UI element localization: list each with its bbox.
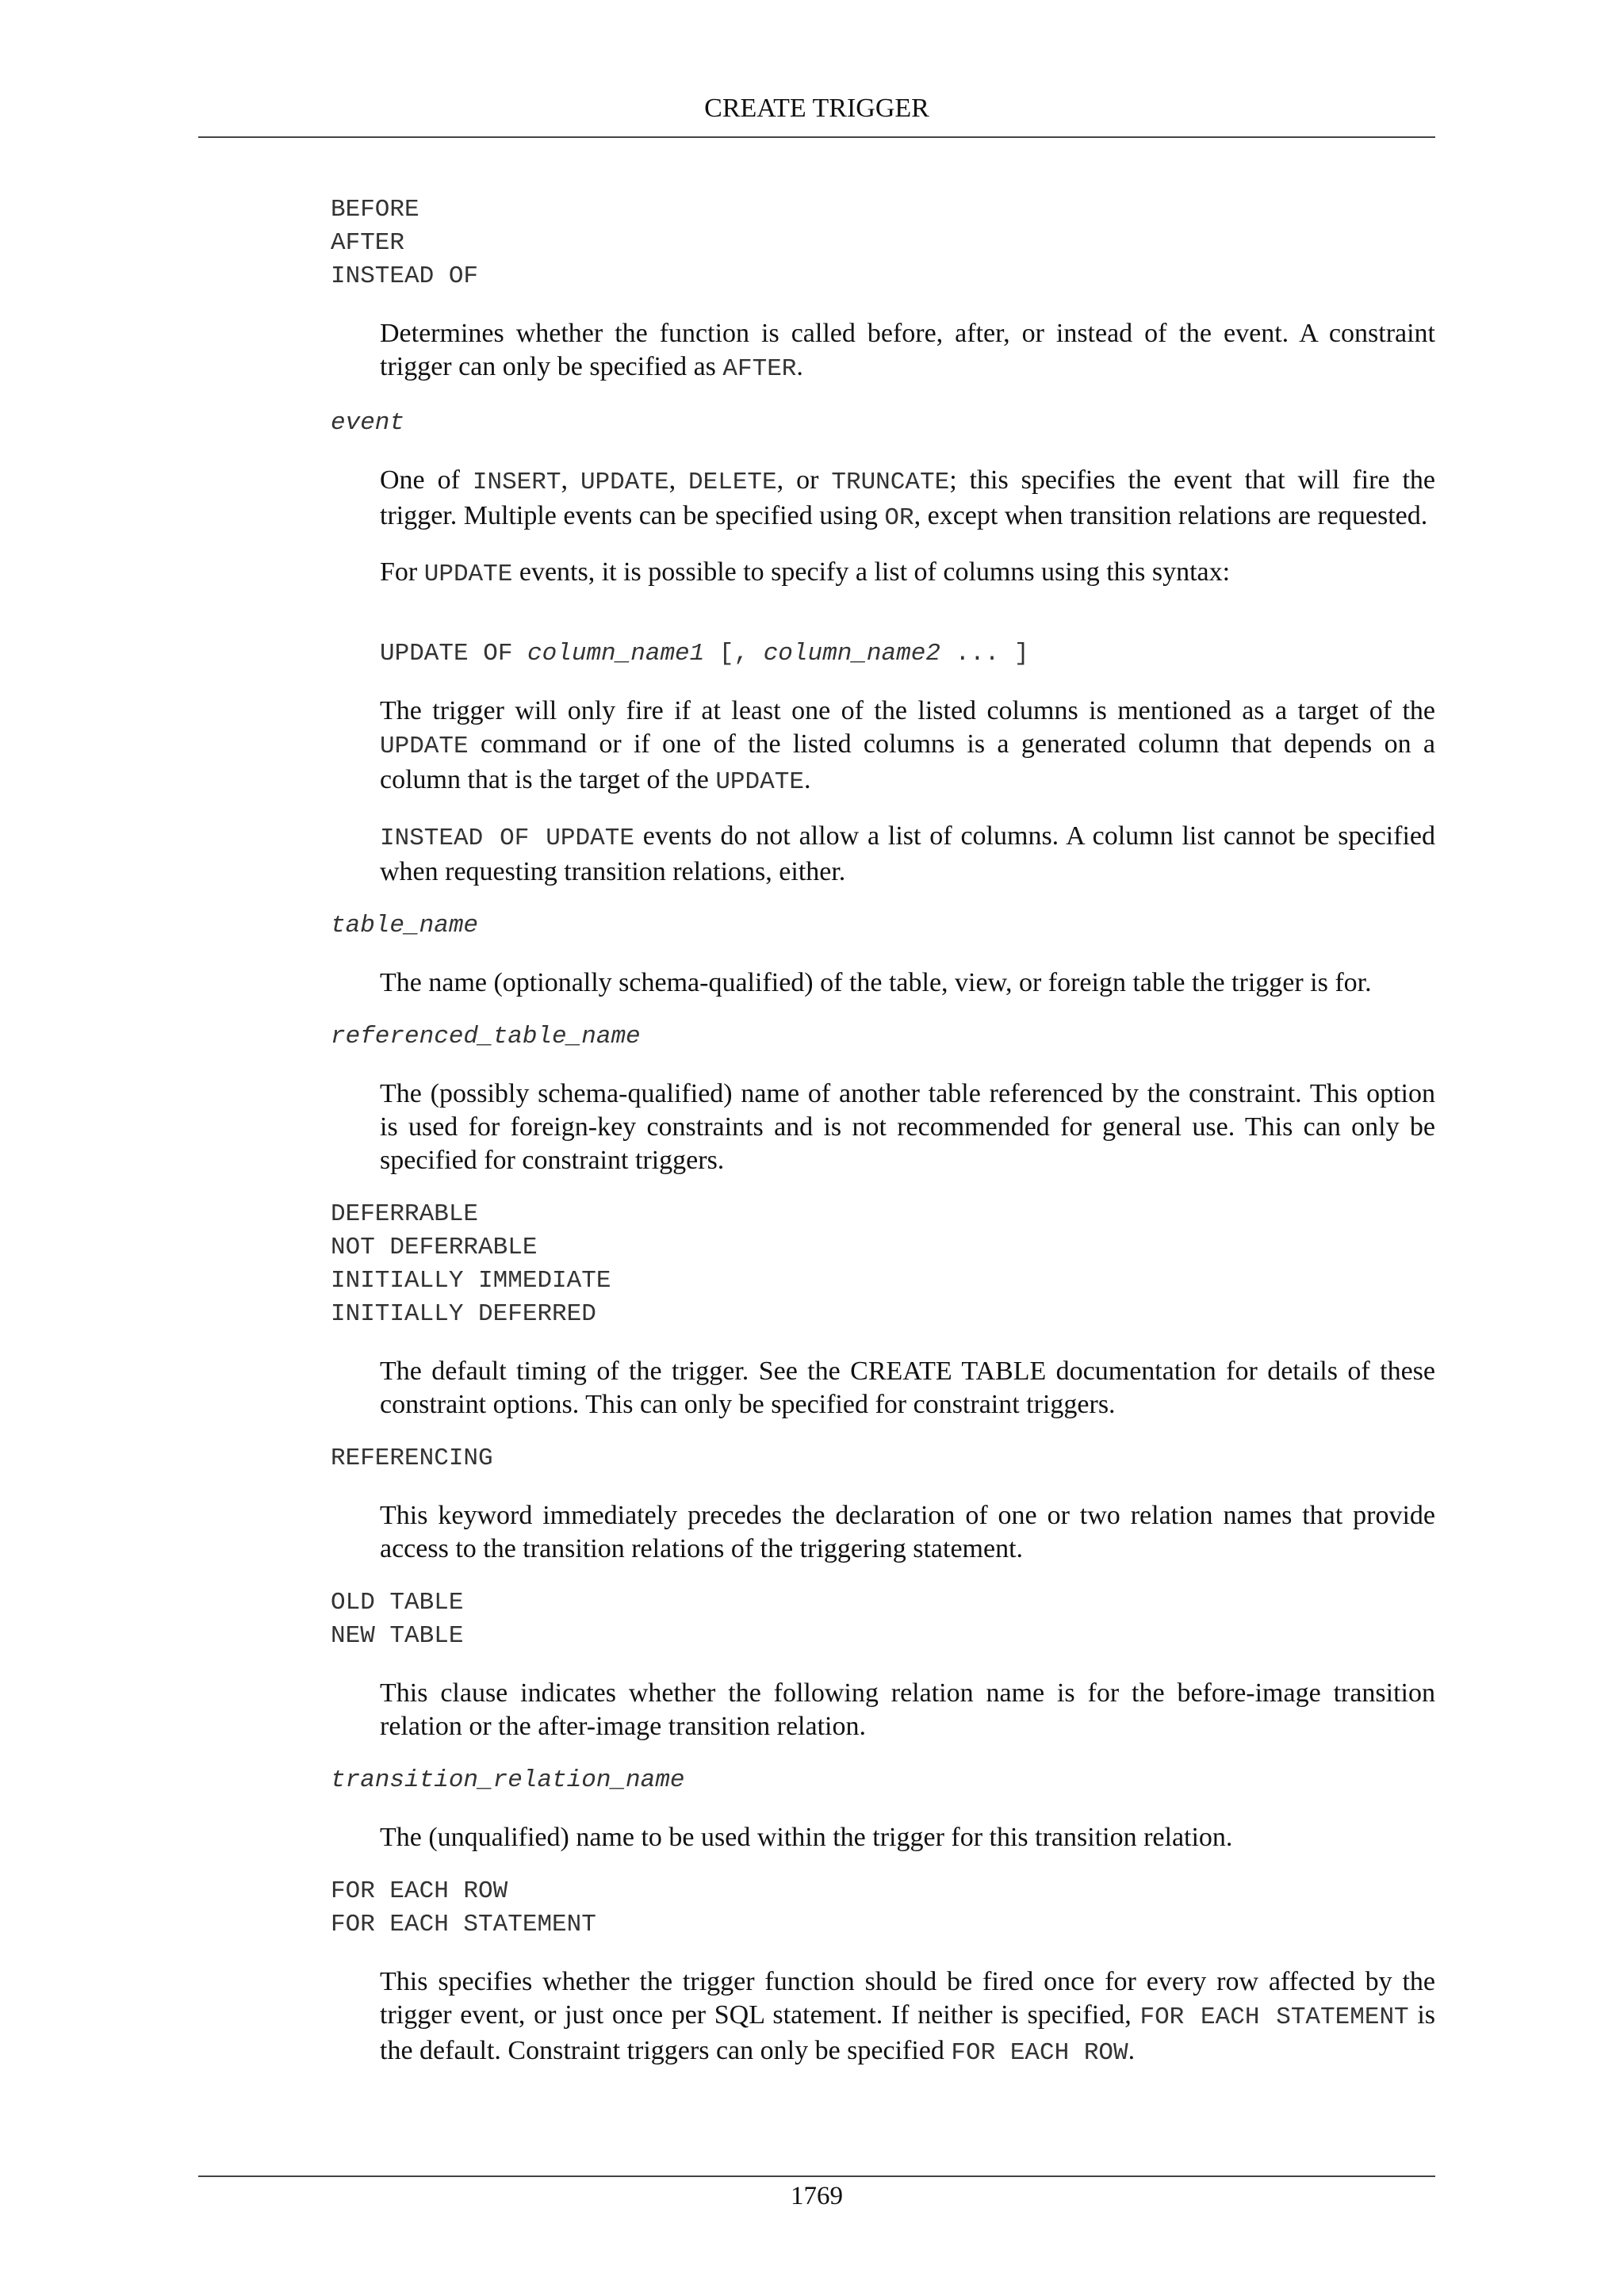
term-deferrable: DEFERRABLE bbox=[331, 1200, 479, 1228]
inline-code: UPDATE bbox=[380, 733, 469, 760]
text: , bbox=[668, 465, 689, 495]
definition-for-each bbox=[380, 1965, 1435, 2070]
text: . bbox=[796, 352, 803, 381]
inline-code: INSERT bbox=[472, 469, 561, 496]
inline-code: INSTEAD OF UPDATE bbox=[380, 825, 634, 852]
paragraph bbox=[380, 695, 1435, 799]
text: One of bbox=[380, 465, 473, 495]
definition-referencing bbox=[380, 1499, 1435, 1566]
code-text: UPDATE OF bbox=[380, 640, 528, 668]
term-initially-deferred: INITIALLY DEFERRED bbox=[331, 1300, 596, 1328]
paragraph bbox=[380, 464, 1435, 535]
header-rule bbox=[198, 136, 1435, 138]
page-number: 1769 bbox=[791, 2182, 843, 2210]
paragraph: The (possibly schema-qualified) name of another table referenced by the constraint. This option is used for foreign-key constraints and is not recommended for general use. This can only be specified for constraint triggers. bbox=[380, 1079, 1435, 1175]
inline-code: UPDATE bbox=[580, 469, 669, 496]
entry-deferrable bbox=[331, 1198, 1435, 1422]
paragraph bbox=[380, 820, 1435, 889]
term-for-each-statement: FOR EACH STATEMENT bbox=[331, 1911, 596, 1938]
page-header-title: CREATE TRIGGER bbox=[704, 94, 929, 123]
entry-referencing bbox=[331, 1442, 1435, 1566]
term-table-name: table_name bbox=[331, 912, 479, 939]
term-after: AFTER bbox=[331, 229, 405, 257]
term-initially-immediate: INITIALLY IMMEDIATE bbox=[331, 1267, 611, 1295]
term-instead-of: INSTEAD OF bbox=[331, 262, 479, 290]
code-placeholder: column_name1 bbox=[527, 640, 705, 668]
entry-table-name bbox=[331, 909, 1435, 1000]
code-placeholder: column_name2 bbox=[763, 640, 940, 668]
inline-code: AFTER bbox=[722, 355, 797, 383]
paragraph: The default timing of the trigger. See the CREATE TABLE documentation for details of these constraint options. This can only be specified for constraint triggers. bbox=[380, 1357, 1435, 1419]
paragraph: The name (optionally schema-qualified) of the table, view, or foreign table the trigger is for. bbox=[380, 968, 1372, 997]
text: is the default. Constraint triggers can only be specified bbox=[380, 2000, 1435, 2065]
text: Determines whether the function is called before, after, or instead of the event. A constraint trigger can only be specified as bbox=[380, 319, 1435, 381]
definition-timing bbox=[380, 317, 1435, 386]
paragraph: The (unqualified) name to be used within the trigger for this transition relation. bbox=[380, 1823, 1233, 1852]
text: . bbox=[1128, 2036, 1136, 2065]
term-for-each-row: FOR EACH ROW bbox=[331, 1877, 508, 1905]
text: . bbox=[803, 765, 811, 794]
inline-code: DELETE bbox=[688, 469, 777, 496]
text: command or if one of the listed columns is a generated column that depends on a column that is the target of the bbox=[380, 729, 1435, 794]
inline-code: TRUNCATE bbox=[831, 469, 950, 496]
paragraph: This keyword immediately precedes the declaration of one or two relation names that provide access to the transition relations of the triggering statement. bbox=[380, 1501, 1435, 1563]
code-text: ... ] bbox=[940, 640, 1029, 668]
text: This specifies whether the trigger function should be fired once for every row affected by the trigger event, or just once per SQL statement. If neither is specified, bbox=[380, 1967, 1435, 2030]
paragraph bbox=[380, 556, 1435, 591]
syntax-example bbox=[380, 637, 1435, 671]
entry-timing bbox=[331, 193, 1435, 386]
entry-old-new-table bbox=[331, 1586, 1435, 1743]
definition-referenced-table-name bbox=[380, 1077, 1435, 1177]
term-referenced-table-name: referenced_table_name bbox=[331, 1023, 641, 1050]
paragraph bbox=[380, 1965, 1435, 2070]
text: , bbox=[561, 465, 580, 495]
inline-code: UPDATE bbox=[715, 768, 804, 796]
term-event: event bbox=[331, 409, 405, 437]
inline-code: FOR EACH ROW bbox=[951, 2039, 1128, 2067]
paragraph bbox=[380, 317, 1435, 386]
term-transition-relation-name: transition_relation_name bbox=[331, 1766, 685, 1794]
inline-code: OR bbox=[884, 504, 914, 532]
page-content bbox=[331, 193, 1435, 2091]
entry-transition-relation-name bbox=[331, 1764, 1435, 1854]
paragraph: This clause indicates whether the following relation name is for the before-image transition relation or the after-image transition relation. bbox=[380, 1678, 1435, 1741]
term-new-table: NEW TABLE bbox=[331, 1622, 464, 1650]
entry-for-each bbox=[331, 1875, 1435, 2070]
text: , except when transition relations are requested. bbox=[914, 501, 1428, 530]
text: The trigger will only fire if at least one of the listed columns is mentioned as a target of the bbox=[380, 696, 1435, 725]
definition-table-name bbox=[380, 966, 1435, 1000]
term-referencing: REFERENCING bbox=[331, 1445, 493, 1472]
text: events, it is possible to specify a list of columns using this syntax: bbox=[512, 557, 1231, 587]
definition-transition-relation-name bbox=[380, 1821, 1435, 1854]
inline-code: FOR EACH STATEMENT bbox=[1139, 2003, 1409, 2031]
definition-deferrable bbox=[380, 1355, 1435, 1422]
entry-referenced-table-name bbox=[331, 1020, 1435, 1177]
code-text: [, bbox=[704, 640, 764, 668]
inline-code: UPDATE bbox=[423, 561, 513, 588]
text: , or bbox=[776, 465, 832, 495]
term-not-deferrable: NOT DEFERRABLE bbox=[331, 1234, 538, 1261]
text: events do not allow a list of columns. A column list cannot be specified when requesting transition relations, either. bbox=[380, 821, 1435, 886]
footer-rule bbox=[198, 2175, 1435, 2177]
term-before: BEFORE bbox=[331, 196, 419, 224]
text: For bbox=[380, 557, 424, 587]
term-old-table: OLD TABLE bbox=[331, 1589, 464, 1617]
text: ; this specifies the event that will fire the trigger. Multiple events can be specified using bbox=[380, 465, 1436, 530]
definition-event bbox=[380, 464, 1435, 889]
definition-old-new-table bbox=[380, 1677, 1435, 1743]
entry-event bbox=[331, 407, 1435, 889]
